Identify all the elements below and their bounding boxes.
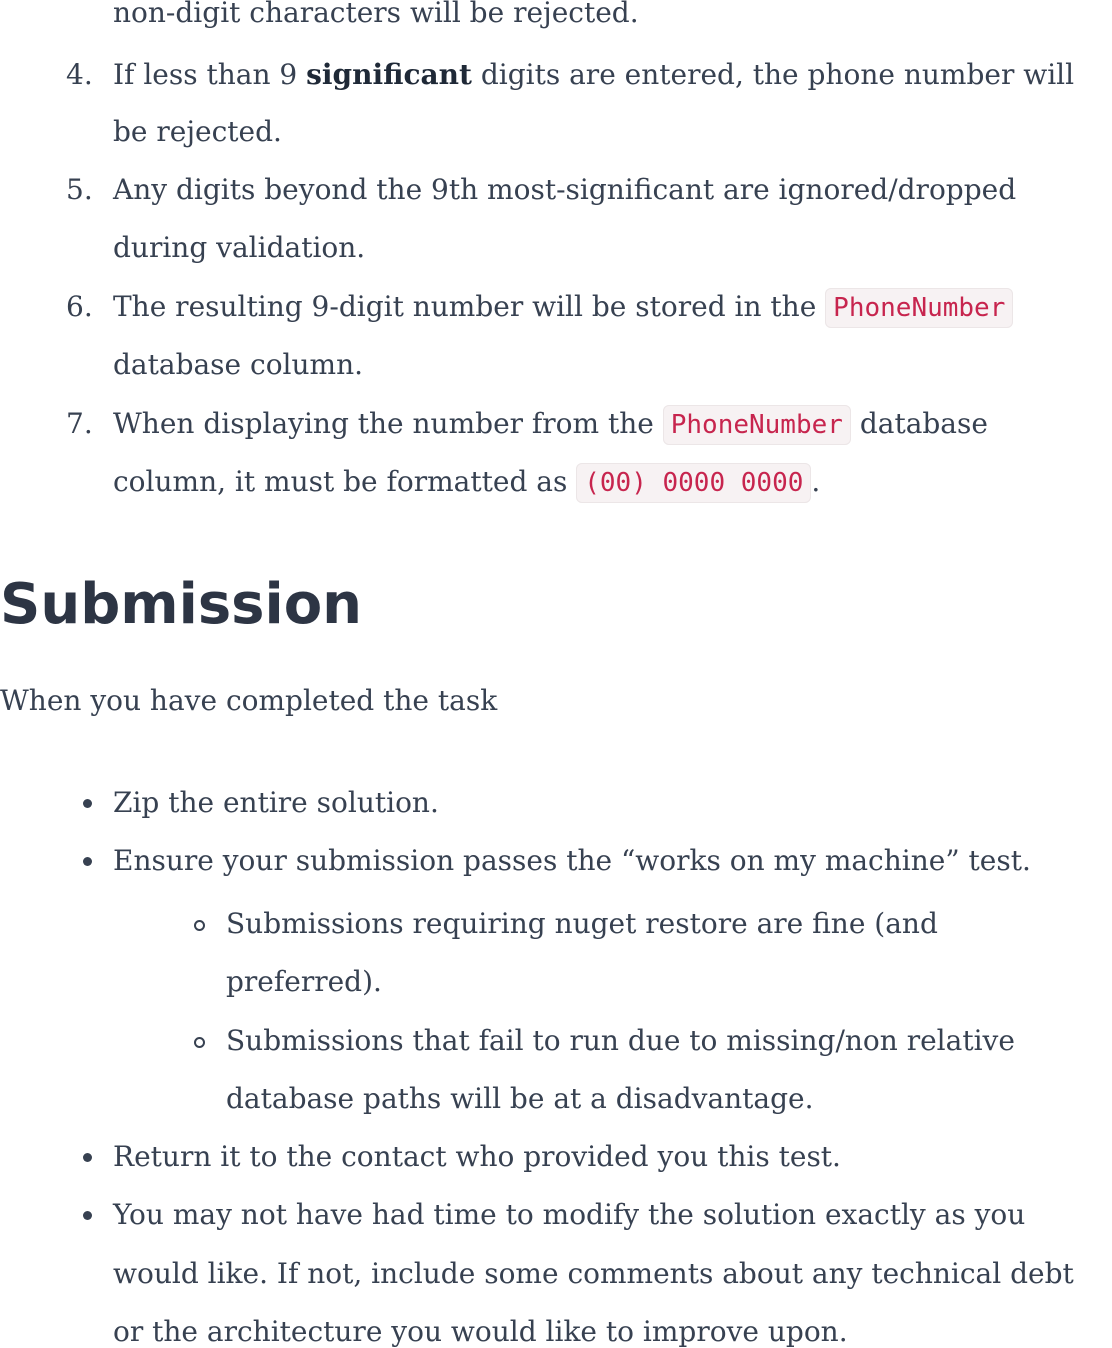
item7-line2 <box>113 465 820 500</box>
bullet-dot-icon <box>83 799 92 808</box>
bullet-ring-icon <box>194 1037 205 1048</box>
inline-code-phonenumber: PhoneNumber <box>825 288 1013 328</box>
bullet-line1: You may not have had time to modify the solution exactly as you <box>113 1198 1026 1231</box>
item4-line1 <box>113 58 1074 92</box>
bullet-ring-icon <box>194 920 205 931</box>
item5-line2: during validation. <box>113 231 366 264</box>
item6-line1 <box>113 290 1013 325</box>
submission-intro: When you have completed the task <box>0 684 498 717</box>
bullet-dot-icon <box>83 1211 92 1220</box>
item6-pre: The resulting 9-digit number will be stored in the <box>113 290 826 323</box>
item4-post: digits are entered, the phone number will <box>471 58 1075 91</box>
item6-number: 6. <box>66 290 93 323</box>
item4-number: 4. <box>66 58 93 91</box>
sub-bullet-line1: Submissions that fail to run due to missing/non relative <box>226 1024 1015 1057</box>
item7-line1 <box>113 407 988 442</box>
bullet-line2: would like. If not, include some comments about any technical debt <box>113 1257 1074 1290</box>
item4-bold: significant <box>306 58 472 91</box>
item7-number: 7. <box>66 407 93 440</box>
item7-pre: When displaying the number from the <box>113 407 663 440</box>
item7-post: database <box>850 407 988 440</box>
item4-pre: If less than 9 <box>113 58 307 91</box>
item5-line1: Any digits beyond the 9th most-significant are ignored/dropped <box>113 173 1017 206</box>
item7-line2-post: . <box>811 465 821 498</box>
item3-tail-text: non-digit characters will be rejected. <box>113 0 639 29</box>
section-heading-submission: Submission <box>0 572 363 637</box>
sub-bullet-line2: database paths will be at a disadvantage. <box>226 1082 814 1115</box>
inline-code-phonenumber: PhoneNumber <box>663 405 851 445</box>
inline-code-format: (00) 0000 0000 <box>576 463 811 503</box>
bullet-dot-icon <box>83 1153 92 1162</box>
bullet-text: Ensure your submission passes the “works on my machine” test. <box>113 844 1031 877</box>
bullet-dot-icon <box>83 857 92 866</box>
item6-line2: database column. <box>113 348 364 381</box>
bullet-text: Zip the entire solution. <box>113 786 439 819</box>
bullet-line3: or the architecture you would like to improve upon. <box>113 1315 848 1348</box>
item7-line2-pre: column, it must be formatted as <box>113 465 577 498</box>
item4-line2: be rejected. <box>113 115 282 148</box>
sub-bullet-line1: Submissions requiring nuget restore are fine (and <box>226 907 938 940</box>
item5-number: 5. <box>66 173 93 206</box>
bullet-text: Return it to the contact who provided you this test. <box>113 1140 841 1173</box>
sub-bullet-line2: preferred). <box>226 965 382 998</box>
